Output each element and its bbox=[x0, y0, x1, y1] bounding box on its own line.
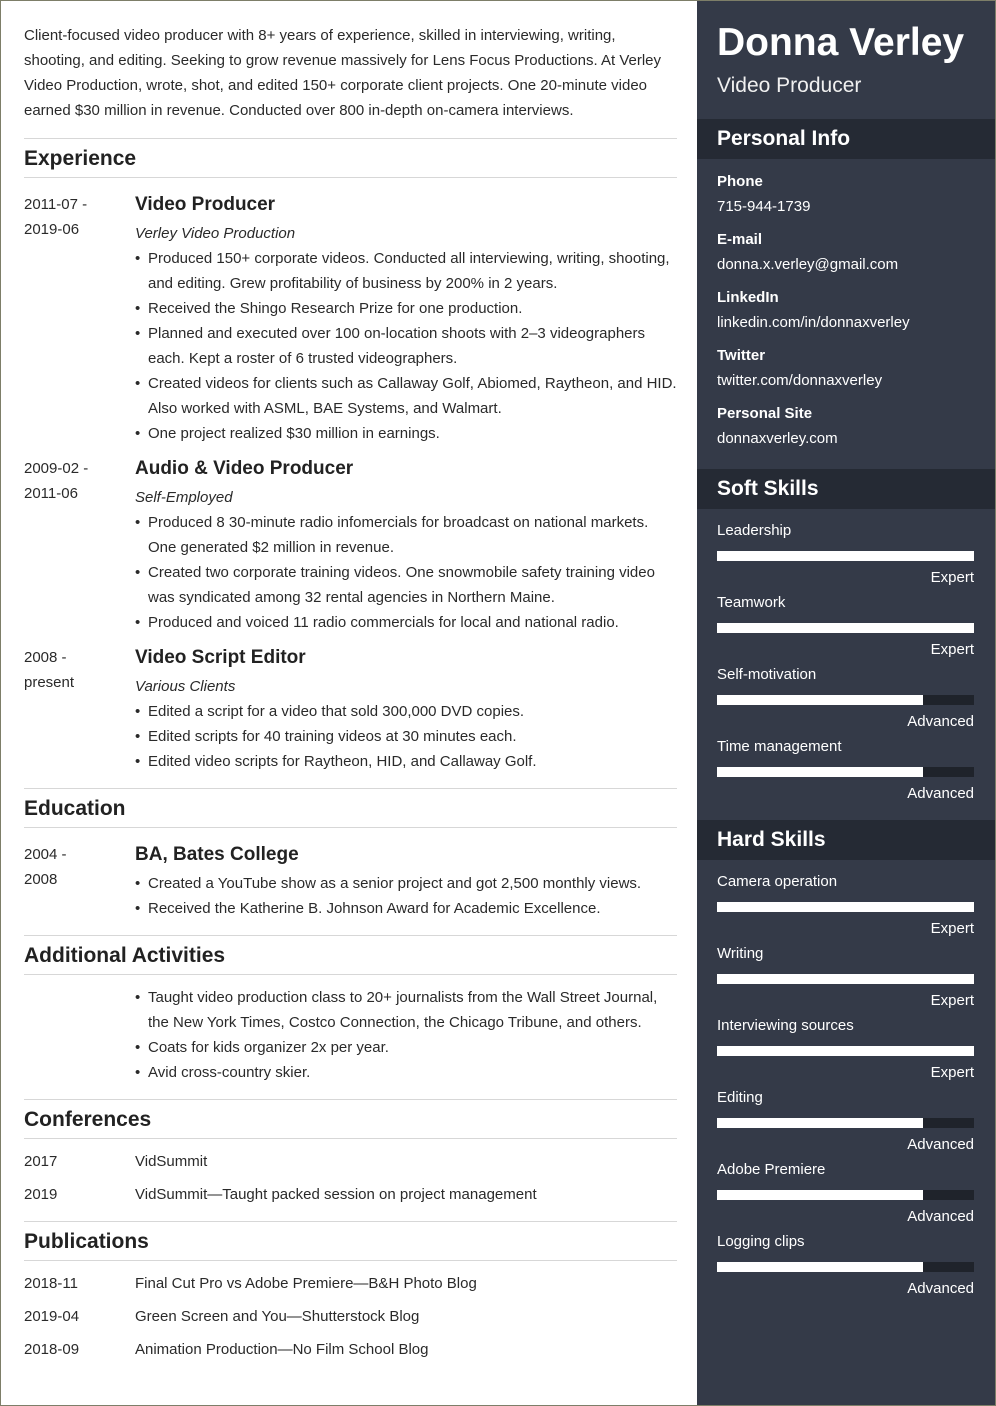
candidate-name: Donna Verley bbox=[717, 21, 965, 64]
conference-row: 2017 VidSummit bbox=[24, 1153, 208, 1170]
skill-bar bbox=[717, 1118, 974, 1128]
skill-name: Logging clips bbox=[717, 1233, 805, 1250]
bullet-item: • Created a YouTube show as a senior project and got 2,500 monthly views. bbox=[135, 871, 677, 896]
bullet-item: • Created two corporate training videos. One snowmobile safety training video was syndicated among 32 rental agencies in Northern Maine. bbox=[135, 560, 677, 610]
soft-skills-list bbox=[697, 509, 995, 805]
conferences-heading: Conferences bbox=[24, 1099, 677, 1139]
skill-bar-fill bbox=[717, 1190, 923, 1200]
conference-list bbox=[24, 1149, 677, 1207]
entry-date: 2004 - 2008 bbox=[24, 846, 67, 888]
skill-name: Leadership bbox=[717, 522, 792, 539]
skill-bar bbox=[717, 1190, 974, 1200]
skill-level: Advanced bbox=[907, 1208, 974, 1225]
skill-item bbox=[697, 664, 995, 733]
site-value: donnaxverley.com bbox=[717, 430, 838, 447]
education-heading: Education bbox=[24, 788, 677, 828]
skill-item bbox=[697, 1159, 995, 1228]
linkedin-value: linkedin.com/in/donnaxverley bbox=[717, 314, 910, 331]
summary: Client-focused video producer with 8+ years of experience, skilled in interviewing, writing, shooting, and editing. Seeking to grow revenue massively for Lens Focus Productions. At Verley Video Production, wrote, shot, and edited 150+ corporate client projects. One 20-minute video earned $30 million in revenue. Conducted over 800 in-depth on-camera interviews. bbox=[24, 27, 662, 119]
email-value: donna.x.verley@gmail.com bbox=[717, 256, 899, 273]
skill-bar-fill bbox=[717, 695, 923, 705]
skill-bar bbox=[717, 974, 974, 984]
info-label: Phone bbox=[717, 173, 763, 190]
job-title: Video Script Editor bbox=[135, 647, 306, 668]
skill-bar bbox=[717, 695, 974, 705]
bullet-item: • Received the Katherine B. Johnson Award for Academic Excellence. bbox=[135, 896, 677, 921]
soft-skills-heading: Soft Skills bbox=[697, 469, 995, 509]
skill-bar-fill bbox=[717, 1262, 923, 1272]
bullet-item: • Edited a script for a video that sold 300,000 DVD copies. bbox=[135, 699, 677, 724]
skill-level: Expert bbox=[930, 992, 974, 1009]
skill-bar-fill bbox=[717, 767, 923, 777]
bullet-item: • Edited scripts for 40 training videos at 30 minutes each. bbox=[135, 724, 677, 749]
skill-item bbox=[697, 1231, 995, 1300]
twitter-value: twitter.com/donnaxverley bbox=[717, 372, 883, 389]
job-title: Video Producer bbox=[135, 194, 276, 215]
personal-info-heading: Personal Info bbox=[697, 119, 995, 159]
bullet-item: • Produced and voiced 11 radio commercials for local and national radio. bbox=[135, 610, 677, 635]
candidate-role: Video Producer bbox=[717, 74, 862, 97]
entry-date: 2009-02 - 2011-06 bbox=[24, 460, 89, 502]
bullet-item: • Produced 150+ corporate videos. Conducted all interviewing, writing, shooting, and editing. Grew profitability of business by 200% in 2 years. bbox=[135, 246, 677, 296]
skill-bar bbox=[717, 551, 974, 561]
skill-name: Time management bbox=[717, 738, 842, 755]
skill-item bbox=[697, 871, 995, 940]
skill-bar-fill bbox=[717, 902, 974, 912]
skill-bar-fill bbox=[717, 1046, 974, 1056]
main-column bbox=[24, 23, 677, 1362]
job-title: Audio & Video Producer bbox=[135, 458, 354, 479]
skill-name: Camera operation bbox=[717, 873, 838, 890]
skill-item bbox=[697, 520, 995, 589]
skill-bar bbox=[717, 1046, 974, 1056]
skill-item bbox=[697, 1087, 995, 1156]
skill-level: Expert bbox=[930, 569, 974, 586]
bullet-list bbox=[135, 871, 677, 921]
bullet-item: • Coats for kids organizer 2x per year. bbox=[135, 1035, 677, 1060]
bullet-item: • Avid cross-country skier. bbox=[135, 1060, 677, 1085]
publication-row: 2018-11 Final Cut Pro vs Adobe Premiere—B&H Photo Blog bbox=[24, 1275, 477, 1292]
bullet-list bbox=[135, 985, 677, 1085]
company-name: Various Clients bbox=[135, 678, 236, 695]
info-label: Personal Site bbox=[717, 405, 813, 422]
activities-entry bbox=[24, 985, 677, 1085]
bullet-item: • One project realized $30 million in earnings. bbox=[135, 421, 677, 446]
activities-heading: Additional Activities bbox=[24, 935, 677, 975]
skill-bar-fill bbox=[717, 551, 974, 561]
skill-level: Expert bbox=[930, 1064, 974, 1081]
skill-bar bbox=[717, 1262, 974, 1272]
skill-bar bbox=[717, 623, 974, 633]
experience-heading: Experience bbox=[24, 138, 677, 178]
experience-entry bbox=[24, 192, 677, 446]
skill-bar bbox=[717, 767, 974, 777]
bullet-item: • Created videos for clients such as Callaway Golf, Abiomed, Raytheon, and HID. Also worked with ASML, BAE Systems, and Walmart. bbox=[135, 371, 677, 421]
skill-level: Advanced bbox=[907, 713, 974, 730]
hard-skills-list bbox=[697, 860, 995, 1300]
skill-level: Advanced bbox=[907, 1280, 974, 1297]
skill-name: Interviewing sources bbox=[717, 1017, 854, 1034]
bullet-item: • Received the Shingo Research Prize for one production. bbox=[135, 296, 677, 321]
bullet-item: • Edited video scripts for Raytheon, HID, and Callaway Golf. bbox=[135, 749, 677, 774]
bullet-item: • Produced 8 30-minute radio infomercials for broadcast on national markets. One generated $2 million in revenue. bbox=[135, 510, 677, 560]
publication-row: 2019-04 Green Screen and You—Shutterstock Blog bbox=[24, 1308, 420, 1325]
publication-row: 2018-09 Animation Production—No Film School Blog bbox=[24, 1341, 429, 1358]
bullet-item: • Taught video production class to 20+ journalists from the Wall Street Journal, the New York Times, Costco Connection, the Chicago Tribune, and others. bbox=[135, 985, 677, 1035]
hard-skills-heading: Hard Skills bbox=[697, 820, 995, 860]
entry-date: 2008 - present bbox=[24, 649, 75, 691]
skill-item bbox=[697, 592, 995, 661]
skill-level: Advanced bbox=[907, 785, 974, 802]
education-entry bbox=[24, 842, 677, 921]
bullet-list bbox=[135, 510, 677, 635]
degree-title: BA, Bates College bbox=[135, 844, 299, 865]
phone-value: 715-944-1739 bbox=[717, 198, 811, 215]
skill-name: Adobe Premiere bbox=[717, 1161, 826, 1178]
bullet-list bbox=[135, 246, 677, 446]
company-name: Verley Video Production bbox=[135, 225, 296, 242]
skill-name: Self-motivation bbox=[717, 666, 817, 683]
skill-name: Writing bbox=[717, 945, 764, 962]
experience-entry bbox=[24, 456, 677, 635]
skill-bar bbox=[717, 902, 974, 912]
skill-level: Advanced bbox=[907, 1136, 974, 1153]
entry-date: 2011-07 - 2019-06 bbox=[24, 196, 88, 238]
skill-bar-fill bbox=[717, 974, 974, 984]
personal-info-list bbox=[697, 159, 995, 451]
skill-bar-fill bbox=[717, 623, 974, 633]
experience-entry bbox=[24, 645, 677, 774]
skill-item bbox=[697, 736, 995, 805]
bullet-item: • Planned and executed over 100 on-location shoots with 2–3 videographers each. Kept a roster of 6 trusted videographers. bbox=[135, 321, 677, 371]
info-label: LinkedIn bbox=[717, 289, 779, 306]
sidebar bbox=[697, 1, 995, 1405]
publication-list bbox=[24, 1271, 677, 1362]
skill-level: Expert bbox=[930, 641, 974, 658]
conference-row: 2019 VidSummit—Taught packed session on project management bbox=[24, 1186, 537, 1203]
skill-name: Editing bbox=[717, 1089, 763, 1106]
info-label: Twitter bbox=[717, 347, 766, 364]
company-name: Self-Employed bbox=[135, 489, 233, 506]
publications-heading: Publications bbox=[24, 1221, 677, 1261]
bullet-list bbox=[135, 699, 677, 774]
skill-name: Teamwork bbox=[717, 594, 786, 611]
skill-level: Expert bbox=[930, 920, 974, 937]
info-label: E-mail bbox=[717, 231, 763, 248]
skill-item bbox=[697, 1015, 995, 1084]
skill-item bbox=[697, 943, 995, 1012]
skill-bar-fill bbox=[717, 1118, 923, 1128]
